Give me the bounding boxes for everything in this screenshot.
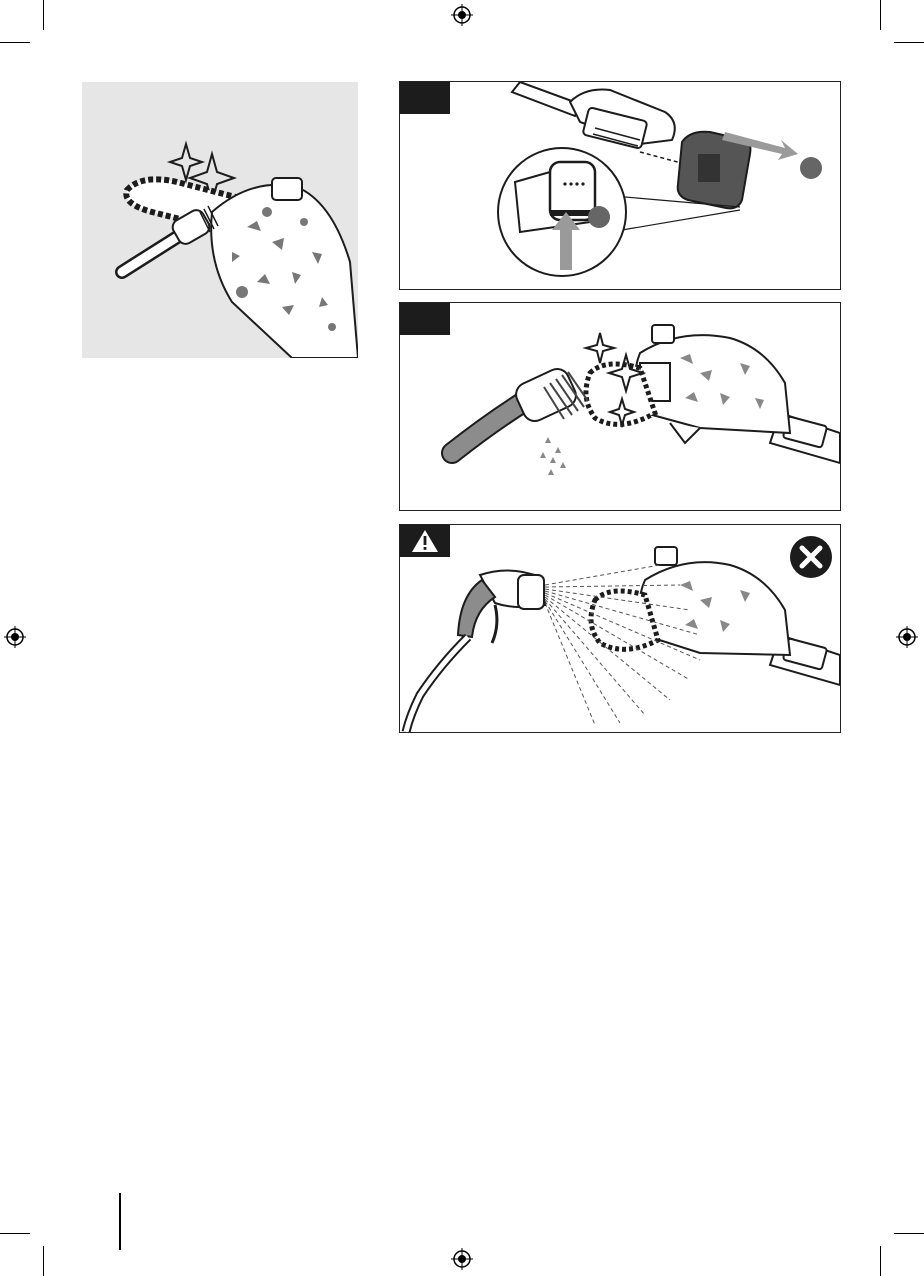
brush-cleaning-panel xyxy=(399,302,841,511)
crop-mark xyxy=(894,42,924,43)
registration-mark-icon xyxy=(4,626,26,648)
crop-mark xyxy=(880,0,881,30)
crop-mark xyxy=(894,1233,924,1234)
battery-removal-illustration xyxy=(400,82,840,289)
hose-spray-illustration xyxy=(400,525,840,732)
no-water-warning-panel xyxy=(399,524,841,733)
crop-mark xyxy=(880,1246,881,1276)
crop-mark xyxy=(43,1246,44,1276)
registration-mark-icon xyxy=(451,4,473,26)
crop-mark xyxy=(0,1233,30,1234)
chainsaw-cleaning-illustration xyxy=(82,82,358,358)
registration-mark-icon xyxy=(451,1248,473,1270)
brush-cleaning-illustration xyxy=(400,303,840,510)
remove-battery-panel xyxy=(399,81,841,290)
crop-mark xyxy=(43,0,44,30)
clean-overview-panel xyxy=(82,82,358,358)
registration-mark-icon xyxy=(896,626,918,648)
page-edge-rule xyxy=(119,1193,121,1250)
crop-mark xyxy=(0,42,30,43)
